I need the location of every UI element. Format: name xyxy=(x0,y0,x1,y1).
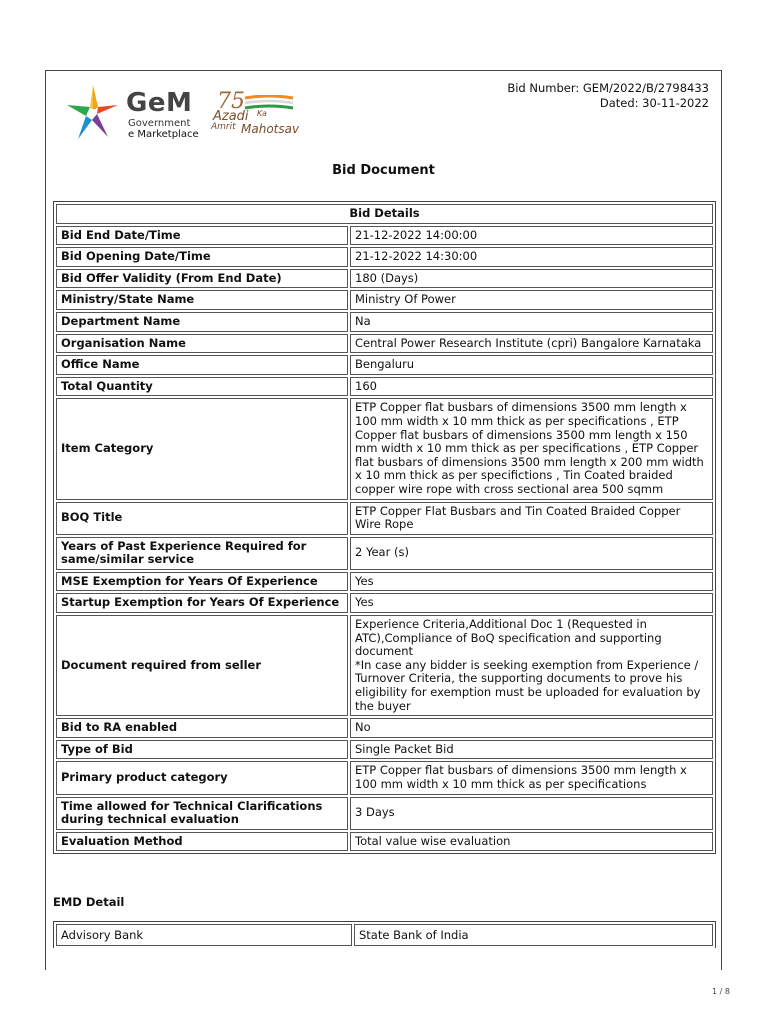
table-row xyxy=(56,740,713,760)
row-value: ETP Copper flat busbars of dimensions 3500 mm length x 100 mm width x 10 mm thick as per specifications , ETP Copper flat busbars of dimensions 3500 mm length x 150 mm width x 10 mm thick as per specifications , ETP Copper flat busbars of dimensions 3500 mm length x 200 mm width x 10 mm thick as per specifictions , Tin Coated braided copper wire rope with cross sectional area 500 sqmm xyxy=(350,398,713,499)
row-value: ETP Copper Flat Busbars and Tin Coated Braided Copper Wire Rope xyxy=(350,502,713,535)
gem-logo xyxy=(64,83,199,143)
table-row xyxy=(56,377,713,397)
row-value: 2 Year (s) xyxy=(350,537,713,570)
row-label: Ministry/State Name xyxy=(56,290,348,310)
row-label: Startup Exemption for Years Of Experience xyxy=(56,593,348,613)
row-label: Bid Opening Date/Time xyxy=(56,247,348,267)
azadi-logo-line2: Amrit xyxy=(211,122,236,132)
row-value: State Bank of India xyxy=(354,924,713,946)
table-row xyxy=(56,247,713,267)
row-value: 21-12-2022 14:00:00 xyxy=(350,226,713,246)
row-label: Bid to RA enabled xyxy=(56,718,348,738)
table-row xyxy=(56,334,713,354)
table-row xyxy=(56,290,713,310)
row-value: 3 Days xyxy=(350,797,713,830)
row-label: Item Category xyxy=(56,398,348,499)
table-row xyxy=(56,797,713,830)
table-row xyxy=(56,502,713,535)
bid-details-table xyxy=(53,201,716,854)
table-row xyxy=(56,572,713,592)
row-value: Na xyxy=(350,312,713,332)
gem-logo-line2: e Marketplace xyxy=(128,129,199,140)
table-row xyxy=(56,312,713,332)
emd-detail-table xyxy=(53,921,716,948)
table-row xyxy=(56,537,713,570)
row-value: Total value wise evaluation xyxy=(350,832,713,852)
row-value-line: Experience Criteria,Additional Doc 1 (Requested in ATC),Compliance of BoQ specification and supporting document xyxy=(355,617,662,659)
gem-logo-line1: Government xyxy=(128,118,191,129)
row-value-note: *In case any bidder is seeking exemption from Experience / Turnover Criteria, the supporting documents to prove his eligibility for exemption must be uploaded for evaluation by the buyer xyxy=(355,657,701,713)
table-row xyxy=(56,832,713,852)
row-value: Ministry Of Power xyxy=(350,290,713,310)
emd-detail-heading: EMD Detail xyxy=(53,895,125,909)
table-row xyxy=(56,226,713,246)
table-row xyxy=(56,593,713,613)
row-label: Organisation Name xyxy=(56,334,348,354)
bid-details-heading: Bid Details xyxy=(56,204,713,224)
row-label: Years of Past Experience Required for same/similar service xyxy=(56,537,348,570)
row-value: 160 xyxy=(350,377,713,397)
row-label: Bid End Date/Time xyxy=(56,226,348,246)
row-label: BOQ Title xyxy=(56,502,348,535)
table-row xyxy=(56,615,713,716)
azadi-logo-line3: Mahotsav xyxy=(241,122,300,136)
row-label: Office Name xyxy=(56,355,348,375)
row-value: Single Packet Bid xyxy=(350,740,713,760)
row-value: No xyxy=(350,718,713,738)
row-label: Type of Bid xyxy=(56,740,348,760)
table-row xyxy=(56,269,713,289)
row-value xyxy=(350,615,713,716)
table-row xyxy=(56,718,713,738)
azadi-ka-amrit-mahotsav-logo xyxy=(211,89,301,139)
row-label: Evaluation Method xyxy=(56,832,348,852)
table-row xyxy=(56,355,713,375)
azadi-logo-line1: Azadi xyxy=(213,109,249,124)
table-header-row xyxy=(56,204,713,224)
row-value: Central Power Research Institute (cpri) Bangalore Karnataka xyxy=(350,334,713,354)
row-label: Total Quantity xyxy=(56,377,348,397)
row-value: 21-12-2022 14:30:00 xyxy=(350,247,713,267)
table-row xyxy=(56,924,713,946)
bid-number: Bid Number: GEM/2022/B/2798433 xyxy=(507,81,709,95)
row-label: MSE Exemption for Years Of Experience xyxy=(56,572,348,592)
row-label: Primary product category xyxy=(56,761,348,794)
azadi-logo-ka: Ka xyxy=(257,109,267,118)
row-label: Time allowed for Technical Clarifications during technical evaluation xyxy=(56,797,348,830)
document-page xyxy=(45,70,722,970)
row-value: Yes xyxy=(350,572,713,592)
page-number: 1 / 8 xyxy=(712,987,730,996)
row-value: 180 (Days) xyxy=(350,269,713,289)
table-row xyxy=(56,761,713,794)
gem-logo-word: GeM xyxy=(126,88,193,118)
row-label: Document required from seller xyxy=(56,615,348,716)
gem-star-logo-icon xyxy=(64,83,122,143)
row-label: Department Name xyxy=(56,312,348,332)
bid-meta xyxy=(507,81,709,111)
row-value: ETP Copper flat busbars of dimensions 3500 mm length x 100 mm width x 10 mm thick as per specifications xyxy=(350,761,713,794)
row-value: Bengaluru xyxy=(350,355,713,375)
row-value: Yes xyxy=(350,593,713,613)
row-label: Advisory Bank xyxy=(56,924,352,946)
table-row xyxy=(56,398,713,499)
row-label: Bid Offer Validity (From End Date) xyxy=(56,269,348,289)
flag-stripes-icon xyxy=(243,95,295,111)
page-title: Bid Document xyxy=(332,163,435,178)
bid-date: Dated: 30-11-2022 xyxy=(599,96,709,110)
azadi-logo-number: 75 xyxy=(217,89,245,114)
